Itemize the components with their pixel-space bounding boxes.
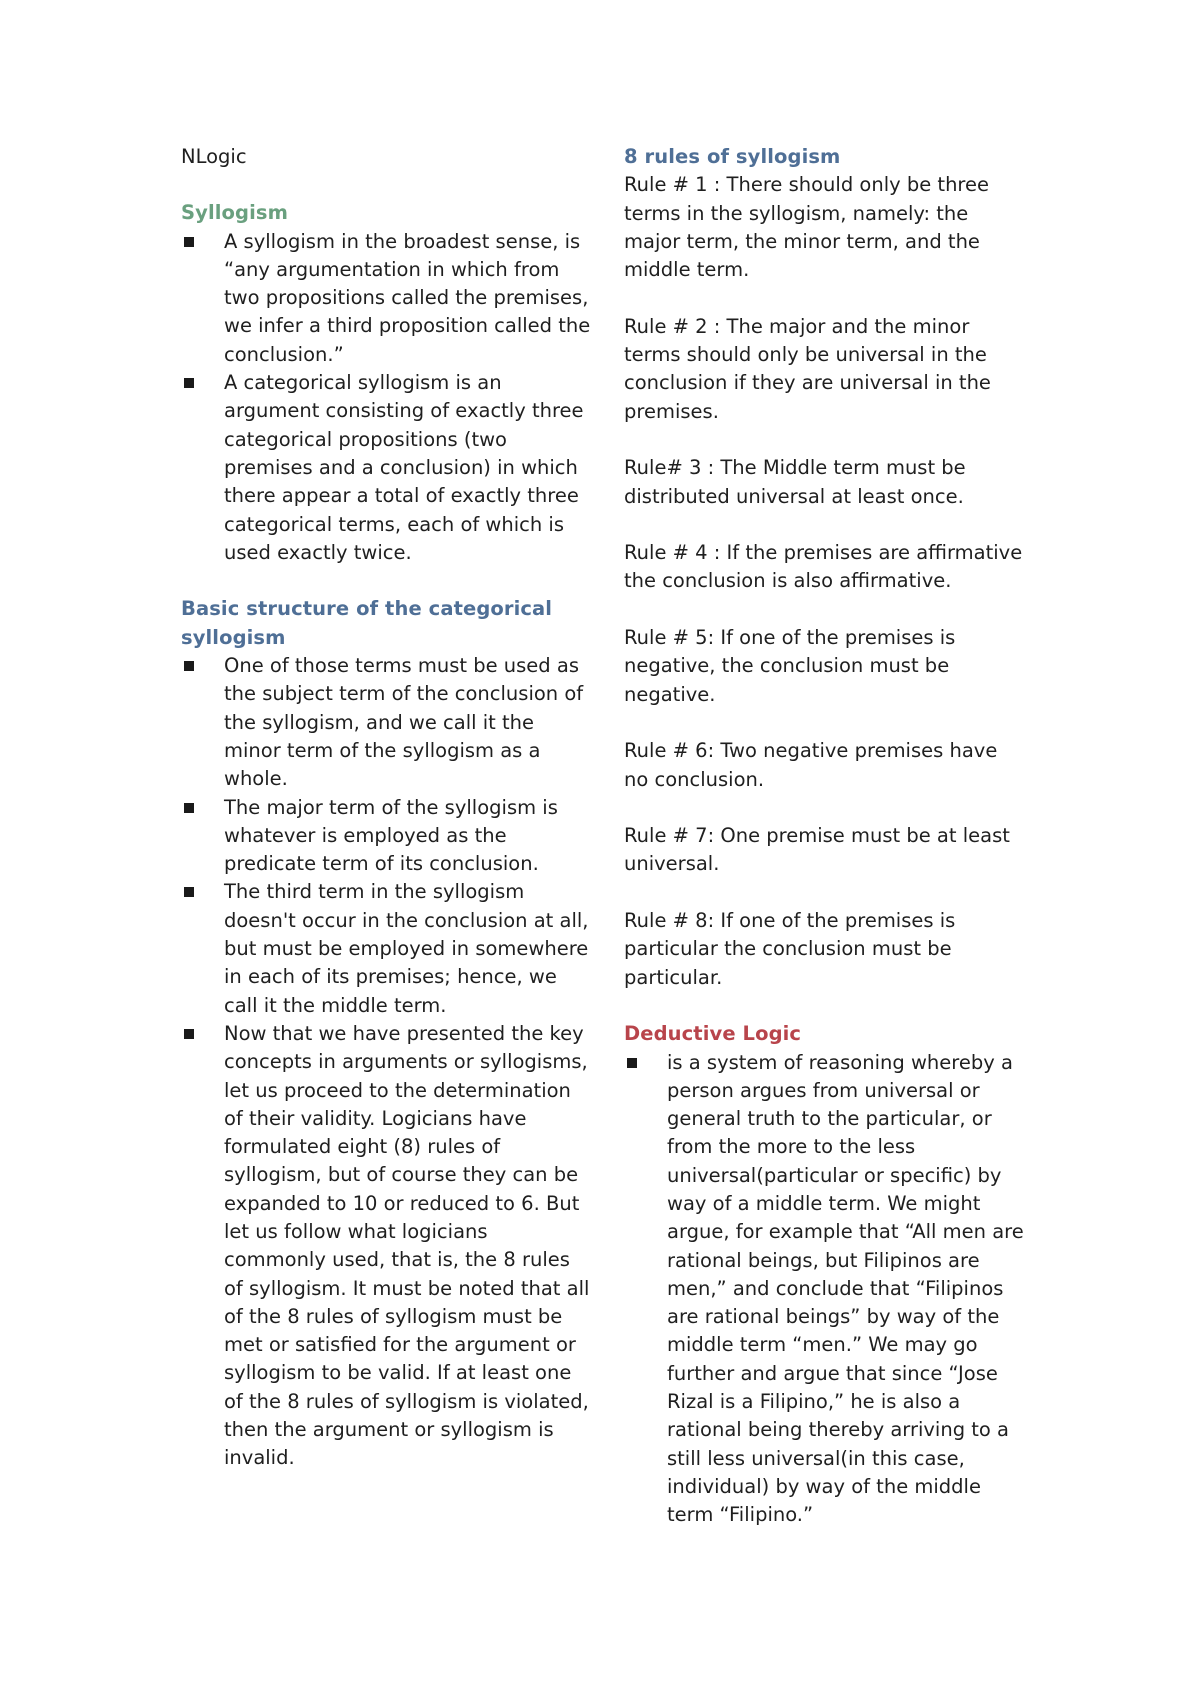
list-item: Now that we have presented the key concepts in arguments or syllogisms, let us proceed to the determination of their validity. Logicians have formulated eight (8) rules of syllogism, but of course they can be expanded to 10 or reduced to 6. But let us follow what logicians commonly used, that is, the 8 rules of syllogism. It must be noted that all of the 8 rules of syllogism must be met or satisfied for the argument or syllogism to be valid. If at least one of the 8 rules of syllogism is violated, then the argument or syllogism is invalid. — [181, 1020, 591, 1473]
rule-3: Rule# 3 : The Middle term must be distributed universal at least once. — [624, 456, 966, 508]
rule-4: Rule # 4 : If the premises are affirmative the conclusion is also affirmative. — [624, 541, 1023, 593]
deductive-heading: Deductive Logic — [624, 1022, 802, 1046]
rule-7: Rule # 7: One premise must be at least universal. — [624, 824, 1010, 876]
syllogism-heading: Syllogism — [181, 201, 288, 225]
spacer — [624, 879, 1024, 907]
rule-1: Rule # 1 : There should only be three terms in the syllogism, namely: the major term, the minor term, and the middle term. — [624, 173, 990, 282]
list-item: A syllogism in the broadest sense, is “any argumentation in which from two propositions called the premises, we infer a third proposition called the conclusion.” — [181, 228, 591, 369]
spacer — [624, 284, 1024, 312]
spacer — [181, 567, 591, 595]
rule-6: Rule # 6: Two negative premises have no conclusion. — [624, 739, 998, 791]
rule-5: Rule # 5: If one of the premises is negative, the conclusion must be negative. — [624, 626, 956, 706]
document-title: NLogic — [181, 145, 247, 168]
syllogism-list — [181, 228, 591, 568]
spacer — [624, 794, 1024, 822]
structure-heading: Basic structure of the categorical syllogism — [181, 597, 553, 649]
right-column — [624, 143, 1024, 1530]
list-item: One of those terms must be used as the subject term of the conclusion of the syllogism, and we call it the minor term of the syllogism as a whole. — [181, 652, 591, 793]
spacer — [624, 596, 1024, 624]
spacer — [624, 426, 1024, 454]
spacer — [624, 709, 1024, 737]
deductive-list — [624, 1049, 1024, 1530]
list-item: The third term in the syllogism doesn't occur in the conclusion at all, but must be employed in somewhere in each of its premises; hence, we call it the middle term. — [181, 878, 591, 1019]
list-item: The major term of the syllogism is whatever is employed as the predicate term of its conclusion. — [181, 794, 591, 879]
rule-8: Rule # 8: If one of the premises is particular the conclusion must be particular. — [624, 909, 956, 989]
list-item: is a system of reasoning whereby a person argues from universal or general truth to the particular, or from the more to the less universal(particular or specific) by way of a middle term. We might argue, for example that “All men are rational beings, but Filipinos are men,” and conclude that “Filipinos are rational beings” by way of the middle term “men.” We may go further and argue that since “Jose Rizal is a Filipino,” he is also a rational being thereby arriving to a still less universal(in this case, individual) by way of the middle term “Filipino.” — [624, 1049, 1024, 1530]
rules-heading: 8 rules of syllogism — [624, 145, 841, 168]
spacer — [624, 511, 1024, 539]
rule-2: Rule # 2 : The major and the minor terms should only be universal in the conclusion if they are universal in the premises. — [624, 314, 991, 423]
spacer — [624, 992, 1024, 1020]
left-column — [181, 143, 591, 1473]
list-item: A categorical syllogism is an argument consisting of exactly three categorical propositions (two premises and a conclusion) in which there appear a total of exactly three categorical terms, each of which is used exactly twice. — [181, 369, 591, 567]
structure-list — [181, 652, 591, 1473]
